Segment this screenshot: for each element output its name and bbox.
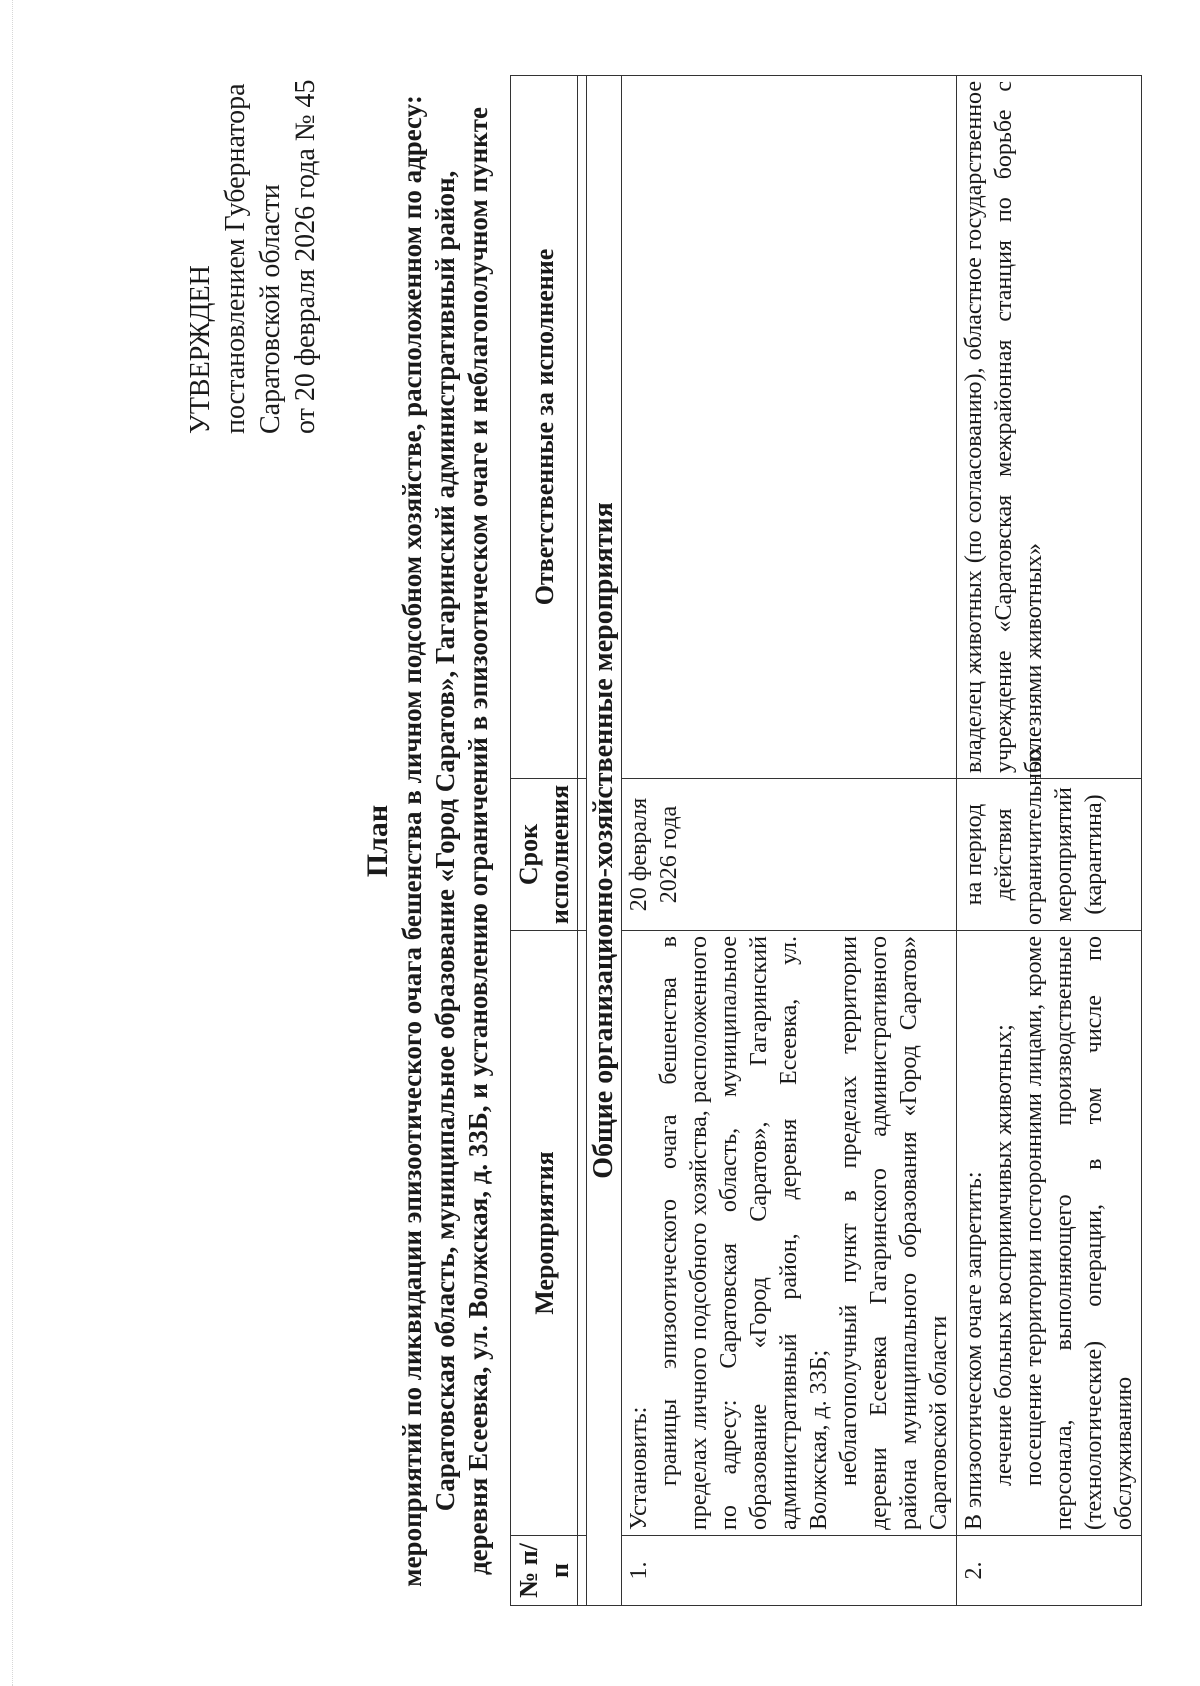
header-term: Срок исполнения — [511, 779, 578, 931]
measure-paragraph: посещение территории посторонними лицами, кроме персонала, выполняющего производственные (технологические) операции, в том числе по обслуживанию — [1021, 936, 1137, 1530]
row-measure — [957, 931, 1142, 1536]
row-responsible: владелец животных (по согласованию), областное государственное учреждение «Саратовская межрайонная станция по борьбе с болезнями животных» — [957, 76, 1142, 779]
approval-stamp — [183, 14, 323, 434]
plan-subtitle-line: мероприятий по ликвидации эпизоотического очага бешенства в личном подсобном хозяйстве, расположенном по адресу: — [397, 95, 427, 1587]
measure-paragraph: В эпизоотическом очаге запретить: — [961, 1171, 987, 1530]
table-row — [622, 76, 957, 1606]
spacer-cell — [578, 76, 587, 779]
table-row — [957, 76, 1142, 1606]
header-num: № п/п — [511, 1536, 578, 1606]
plan-subtitle-line: деревня Есеевка, ул. Волжская, д. 33Б, и установлению ограничений в эпизоотическом очаге и неблагополучном пункте — [463, 107, 493, 1575]
section-title: Общие организационно-хозяйственные мероприятия — [587, 76, 622, 1606]
table-spacer-row — [578, 76, 587, 1606]
table-header-row — [511, 76, 578, 1606]
approval-line: постановлением Губернатора — [220, 83, 251, 434]
section-row — [587, 76, 622, 1606]
row-responsible — [622, 76, 957, 779]
title-block — [360, 76, 495, 1606]
row-term: на период действия ограничительных мероприятий (карантина) — [957, 779, 1142, 931]
measure-paragraph: границы эпизоотического очага бешенства в пределах личного подсобного хозяйства, расположенного по адресу: Саратовская область, муниципальное образование «Город Саратов», Гагаринский административный район, деревня Есеевка, ул. Волжская, д. 33Б; — [656, 936, 832, 1530]
measure-paragraph: лечение больных восприимчивых животных; — [991, 1024, 1017, 1486]
measure-paragraph: Установить: — [626, 1406, 652, 1530]
header-measure: Мероприятия — [511, 931, 578, 1536]
spacer-cell — [578, 931, 587, 1536]
approval-line: от 20 февраля 2026 года № 45 — [290, 79, 321, 434]
row-num: 1. — [622, 1536, 957, 1606]
scan-edge — [12, 0, 17, 1686]
spacer-cell — [578, 1536, 587, 1606]
plan-table — [510, 75, 1142, 1606]
approval-line: УТВЕРЖДЕН — [185, 265, 216, 434]
header-responsible: Ответственные за исполнение — [511, 76, 578, 779]
approval-line: Саратовской области — [255, 184, 286, 434]
row-term: 20 февраля 2026 года — [622, 779, 957, 931]
measure-paragraph: неблагополучный пункт в пределах территории деревни Есеевка Гагаринского административного района муниципального образования «Город Саратов» Саратовской области — [836, 936, 952, 1530]
plan-subtitle-line: Саратовская область, муниципальное образование «Город Саратов», Гагаринский административный район, — [430, 170, 460, 1512]
row-num: 2. — [957, 1536, 1142, 1606]
row-measure — [622, 931, 957, 1536]
plan-title: План — [361, 804, 394, 878]
spacer-cell — [578, 779, 587, 931]
